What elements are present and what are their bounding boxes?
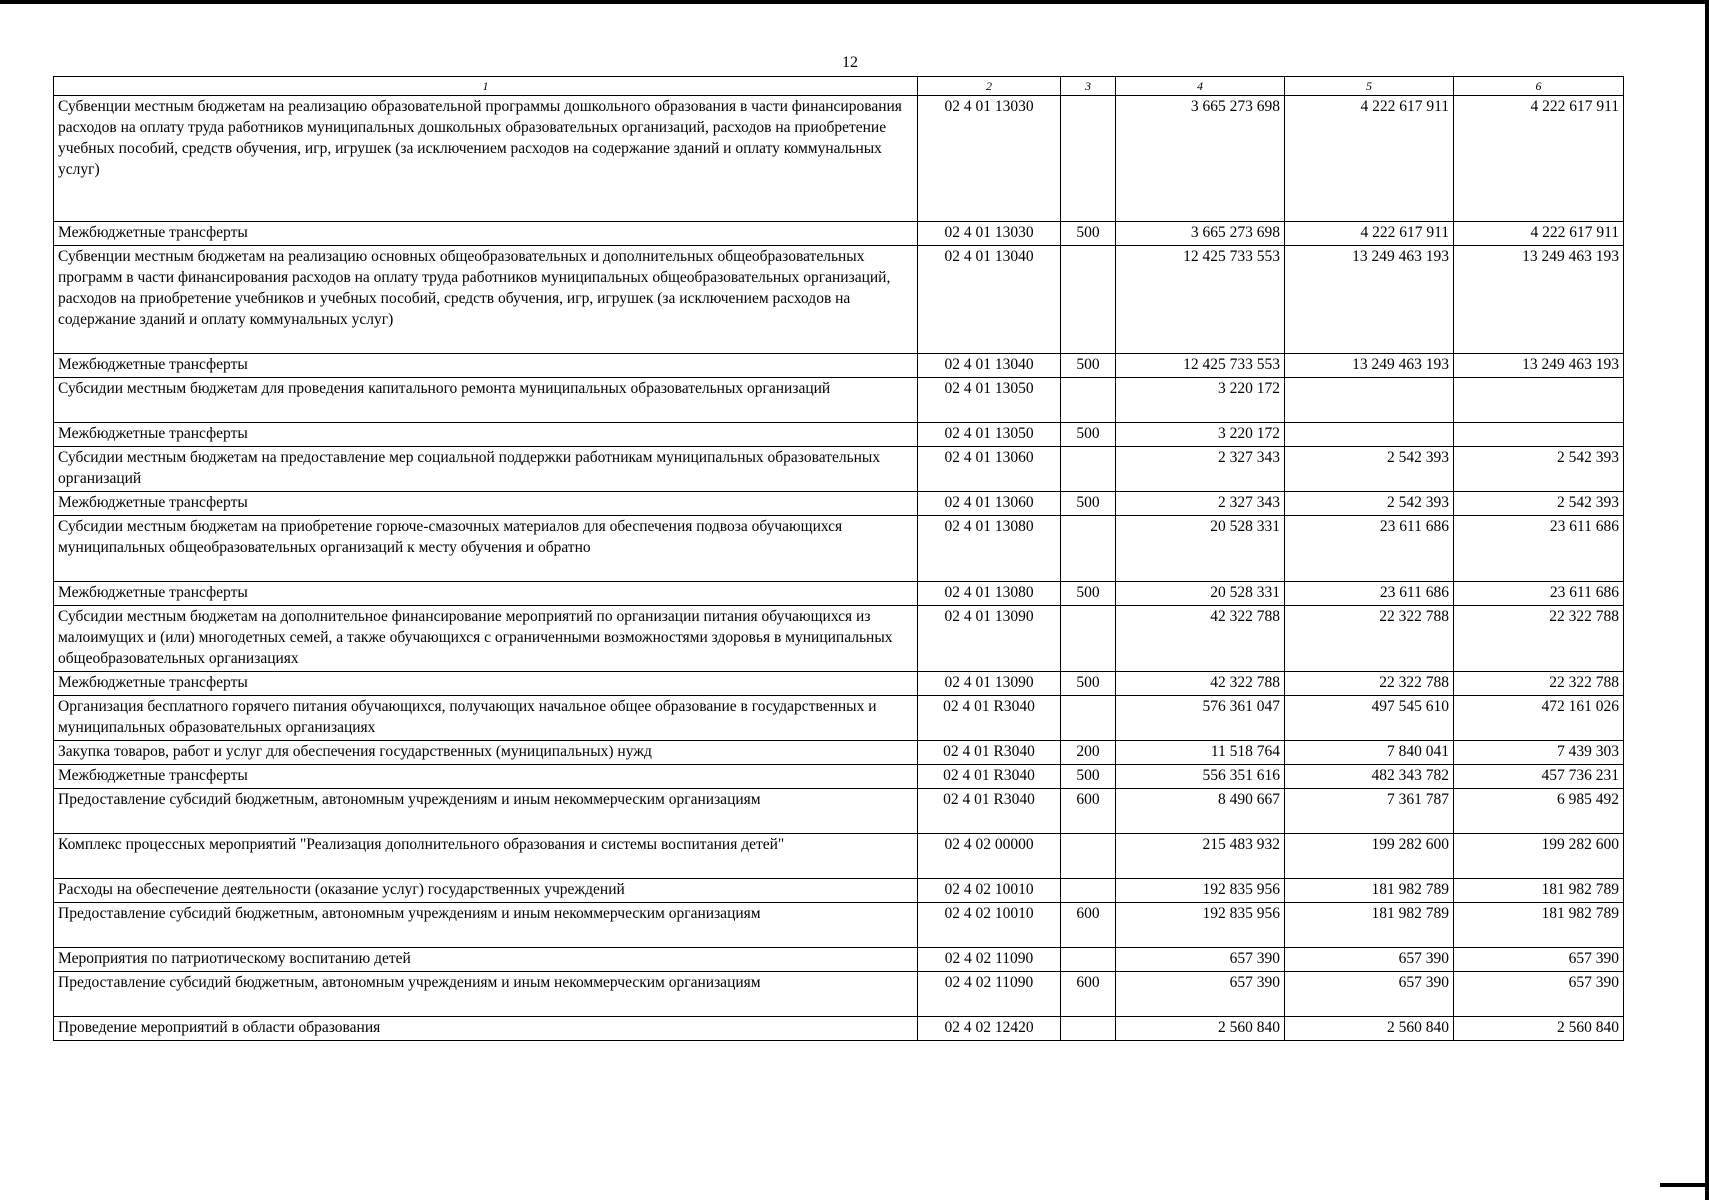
- amount-year-2: 657 390: [1285, 972, 1454, 1017]
- amount-year-1: 42 322 788: [1116, 606, 1285, 672]
- amount-year-3: 4 222 617 911: [1454, 96, 1624, 222]
- amount-year-3: 199 282 600: [1454, 834, 1624, 879]
- amount-year-3: 2 560 840: [1454, 1017, 1624, 1041]
- amount-year-3: 23 611 686: [1454, 516, 1624, 582]
- amount-year-3: 13 249 463 193: [1454, 354, 1624, 378]
- amount-year-3: 4 222 617 911: [1454, 222, 1624, 246]
- expense-type-code: 500: [1061, 354, 1116, 378]
- table-row: [54, 582, 1624, 606]
- expense-type-code: [1061, 1017, 1116, 1041]
- amount-year-3: 7 439 303: [1454, 741, 1624, 765]
- amount-year-1: 657 390: [1116, 972, 1285, 1017]
- amount-year-2: 4 222 617 911: [1285, 222, 1454, 246]
- table-row: [54, 765, 1624, 789]
- row-description: Закупка товаров, работ и услуг для обеспечения государственных (муниципальных) нужд: [54, 741, 918, 765]
- row-description: Субсидии местным бюджетам на дополнительное финансирование мероприятий по организации питания обучающихся из малоимущих и (или) многодетных семей, а также обучающихся с ограниченными возможностями здоровья в муниципальных общеобразовательных организациях: [54, 606, 918, 672]
- amount-year-2: [1285, 378, 1454, 423]
- amount-year-2: 7 361 787: [1285, 789, 1454, 834]
- amount-year-2: 497 545 610: [1285, 696, 1454, 741]
- amount-year-3: 2 542 393: [1454, 447, 1624, 492]
- table-row: [54, 222, 1624, 246]
- row-description: Межбюджетные трансферты: [54, 582, 918, 606]
- amount-year-2: 7 840 041: [1285, 741, 1454, 765]
- expense-type-code: [1061, 246, 1116, 354]
- table-row: [54, 423, 1624, 447]
- table-row: [54, 672, 1624, 696]
- table-row: [54, 741, 1624, 765]
- row-description: Межбюджетные трансферты: [54, 672, 918, 696]
- amount-year-3: 457 736 231: [1454, 765, 1624, 789]
- table-row: [54, 246, 1624, 354]
- amount-year-2: 2 542 393: [1285, 492, 1454, 516]
- row-description: Предоставление субсидий бюджетным, автономным учреждениям и иным некоммерческим организациям: [54, 903, 918, 948]
- amount-year-3: [1454, 378, 1624, 423]
- row-description: Организация бесплатного горячего питания обучающихся, получающих начальное общее образование в государственных и муниципальных образовательных организациях: [54, 696, 918, 741]
- expense-type-code: [1061, 96, 1116, 222]
- amount-year-1: 2 560 840: [1116, 1017, 1285, 1041]
- column-number-row: [54, 77, 1624, 96]
- amount-year-2: [1285, 423, 1454, 447]
- expense-type-code: 500: [1061, 672, 1116, 696]
- table-row: [54, 354, 1624, 378]
- amount-year-3: 6 985 492: [1454, 789, 1624, 834]
- amount-year-2: 13 249 463 193: [1285, 354, 1454, 378]
- target-article-code: 02 4 01 13090: [918, 606, 1061, 672]
- amount-year-3: 181 982 789: [1454, 903, 1624, 948]
- amount-year-1: 3 220 172: [1116, 423, 1285, 447]
- expense-type-code: [1061, 447, 1116, 492]
- amount-year-1: 20 528 331: [1116, 582, 1285, 606]
- amount-year-3: 22 322 788: [1454, 672, 1624, 696]
- amount-year-3: 181 982 789: [1454, 879, 1624, 903]
- budget-table: [53, 76, 1624, 1041]
- table-row: [54, 972, 1624, 1017]
- amount-year-2: 482 343 782: [1285, 765, 1454, 789]
- expense-type-code: 200: [1061, 741, 1116, 765]
- amount-year-1: 576 361 047: [1116, 696, 1285, 741]
- amount-year-2: 4 222 617 911: [1285, 96, 1454, 222]
- amount-year-1: 192 835 956: [1116, 879, 1285, 903]
- row-description: Межбюджетные трансферты: [54, 765, 918, 789]
- target-article-code: 02 4 02 12420: [918, 1017, 1061, 1041]
- row-description: Мероприятия по патриотическому воспитанию детей: [54, 948, 918, 972]
- amount-year-1: 42 322 788: [1116, 672, 1285, 696]
- target-article-code: 02 4 01 R3040: [918, 696, 1061, 741]
- row-description: Предоставление субсидий бюджетным, автономным учреждениям и иным некоммерческим организациям: [54, 789, 918, 834]
- target-article-code: 02 4 01 13040: [918, 354, 1061, 378]
- amount-year-3: 22 322 788: [1454, 606, 1624, 672]
- table-row: [54, 879, 1624, 903]
- target-article-code: 02 4 01 13060: [918, 447, 1061, 492]
- target-article-code: 02 4 01 R3040: [918, 741, 1061, 765]
- amount-year-2: 23 611 686: [1285, 582, 1454, 606]
- expense-type-code: 500: [1061, 582, 1116, 606]
- amount-year-2: 199 282 600: [1285, 834, 1454, 879]
- amount-year-1: 3 220 172: [1116, 378, 1285, 423]
- target-article-code: 02 4 01 13080: [918, 582, 1061, 606]
- table-row: [54, 789, 1624, 834]
- target-article-code: 02 4 01 13080: [918, 516, 1061, 582]
- amount-year-3: 23 611 686: [1454, 582, 1624, 606]
- table-row: [54, 1017, 1624, 1041]
- expense-type-code: [1061, 834, 1116, 879]
- amount-year-2: 13 249 463 193: [1285, 246, 1454, 354]
- expense-type-code: 500: [1061, 492, 1116, 516]
- column-header: 4: [1116, 77, 1285, 96]
- expense-type-code: 500: [1061, 423, 1116, 447]
- amount-year-1: 11 518 764: [1116, 741, 1285, 765]
- row-description: Субсидии местным бюджетам для проведения капитального ремонта муниципальных образовательных организаций: [54, 378, 918, 423]
- amount-year-1: 12 425 733 553: [1116, 246, 1285, 354]
- table-row: [54, 447, 1624, 492]
- scan-border-top: [0, 0, 1709, 4]
- target-article-code: 02 4 01 13030: [918, 222, 1061, 246]
- amount-year-2: 22 322 788: [1285, 606, 1454, 672]
- expense-type-code: 500: [1061, 765, 1116, 789]
- amount-year-2: 2 560 840: [1285, 1017, 1454, 1041]
- amount-year-3: 657 390: [1454, 972, 1624, 1017]
- table-row: [54, 903, 1624, 948]
- column-header: 3: [1061, 77, 1116, 96]
- target-article-code: 02 4 01 13040: [918, 246, 1061, 354]
- table-row: [54, 606, 1624, 672]
- target-article-code: 02 4 01 13050: [918, 378, 1061, 423]
- target-article-code: 02 4 02 00000: [918, 834, 1061, 879]
- row-description: Предоставление субсидий бюджетным, автономным учреждениям и иным некоммерческим организациям: [54, 972, 918, 1017]
- amount-year-1: 3 665 273 698: [1116, 96, 1285, 222]
- target-article-code: 02 4 02 10010: [918, 903, 1061, 948]
- expense-type-code: [1061, 516, 1116, 582]
- target-article-code: 02 4 01 13090: [918, 672, 1061, 696]
- amount-year-3: [1454, 423, 1624, 447]
- row-description: Расходы на обеспечение деятельности (оказание услуг) государственных учреждений: [54, 879, 918, 903]
- amount-year-3: 2 542 393: [1454, 492, 1624, 516]
- row-description: Межбюджетные трансферты: [54, 492, 918, 516]
- row-description: Межбюджетные трансферты: [54, 222, 918, 246]
- target-article-code: 02 4 02 11090: [918, 972, 1061, 1017]
- table-row: [54, 378, 1624, 423]
- scan-border-right: [1705, 0, 1709, 1200]
- target-article-code: 02 4 01 R3040: [918, 765, 1061, 789]
- expense-type-code: [1061, 378, 1116, 423]
- amount-year-2: 2 542 393: [1285, 447, 1454, 492]
- amount-year-1: 12 425 733 553: [1116, 354, 1285, 378]
- column-header: 2: [918, 77, 1061, 96]
- target-article-code: 02 4 01 13050: [918, 423, 1061, 447]
- row-description: Межбюджетные трансферты: [54, 423, 918, 447]
- target-article-code: 02 4 02 11090: [918, 948, 1061, 972]
- row-description: Межбюджетные трансферты: [54, 354, 918, 378]
- amount-year-3: 472 161 026: [1454, 696, 1624, 741]
- column-header: 1: [54, 77, 918, 96]
- expense-type-code: [1061, 879, 1116, 903]
- row-description: Субвенции местным бюджетам на реализацию образовательной программы дошкольного образования в части финансирования расходов на оплату труда работников муниципальных дошкольных образовательных организаций, расходов на приобретение учебных пособий, средств обучения, игр, игрушек (за исключением расходов на содержание зданий и оплату коммунальных услуг): [54, 96, 918, 222]
- table-row: [54, 96, 1624, 222]
- table-row: [54, 492, 1624, 516]
- expense-type-code: 600: [1061, 903, 1116, 948]
- table-row: [54, 696, 1624, 741]
- amount-year-1: 556 351 616: [1116, 765, 1285, 789]
- amount-year-2: 181 982 789: [1285, 903, 1454, 948]
- expense-type-code: 600: [1061, 972, 1116, 1017]
- table-row: [54, 948, 1624, 972]
- amount-year-2: 181 982 789: [1285, 879, 1454, 903]
- expense-type-code: [1061, 606, 1116, 672]
- amount-year-2: 657 390: [1285, 948, 1454, 972]
- amount-year-1: 657 390: [1116, 948, 1285, 972]
- amount-year-1: 8 490 667: [1116, 789, 1285, 834]
- target-article-code: 02 4 01 13060: [918, 492, 1061, 516]
- expense-type-code: 600: [1061, 789, 1116, 834]
- amount-year-3: 13 249 463 193: [1454, 246, 1624, 354]
- target-article-code: 02 4 01 R3040: [918, 789, 1061, 834]
- row-description: Субсидии местным бюджетам на приобретение горюче-смазочных материалов для обеспечения подвоза обучающихся муниципальных общеобразовательных организаций к месту обучения и обратно: [54, 516, 918, 582]
- amount-year-2: 22 322 788: [1285, 672, 1454, 696]
- expense-type-code: [1061, 696, 1116, 741]
- column-header: 6: [1454, 77, 1624, 96]
- amount-year-3: 657 390: [1454, 948, 1624, 972]
- row-description: Проведение мероприятий в области образования: [54, 1017, 918, 1041]
- row-description: Субсидии местным бюджетам на предоставление мер социальной поддержки работникам муниципальных образовательных организаций: [54, 447, 918, 492]
- amount-year-1: 2 327 343: [1116, 492, 1285, 516]
- amount-year-1: 3 665 273 698: [1116, 222, 1285, 246]
- amount-year-1: 215 483 932: [1116, 834, 1285, 879]
- column-header: 5: [1285, 77, 1454, 96]
- amount-year-1: 2 327 343: [1116, 447, 1285, 492]
- scan-border-bottom: [1660, 1183, 1709, 1187]
- amount-year-1: 20 528 331: [1116, 516, 1285, 582]
- row-description: Субвенции местным бюджетам на реализацию основных общеобразовательных и дополнительных общеобразовательных программ в части финансирования расходов на оплату труда работников муниципальных общеобразовательных организаций, расходов на приобретение учебников и учебных пособий, средств обучения, игр, игрушек (за исключением расходов на содержание зданий и оплату коммунальных услуг): [54, 246, 918, 354]
- target-article-code: 02 4 02 10010: [918, 879, 1061, 903]
- target-article-code: 02 4 01 13030: [918, 96, 1061, 222]
- row-description: Комплекс процессных мероприятий "Реализация дополнительного образования и системы воспитания детей": [54, 834, 918, 879]
- expense-type-code: 500: [1061, 222, 1116, 246]
- amount-year-2: 23 611 686: [1285, 516, 1454, 582]
- page-number: 12: [842, 54, 858, 71]
- table-row: [54, 834, 1624, 879]
- expense-type-code: [1061, 948, 1116, 972]
- table-row: [54, 516, 1624, 582]
- amount-year-1: 192 835 956: [1116, 903, 1285, 948]
